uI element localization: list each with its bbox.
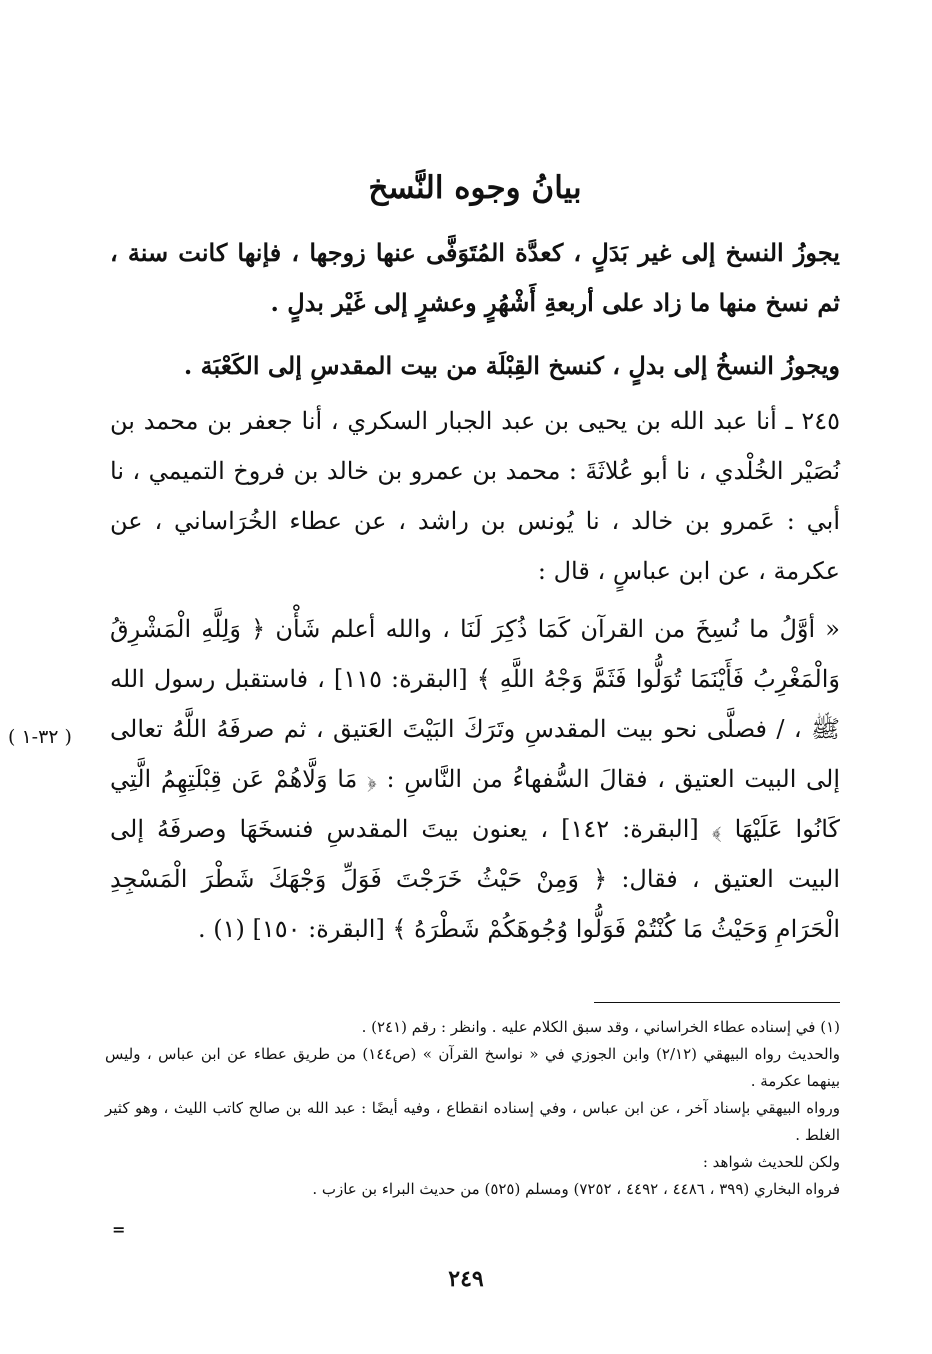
footnote-line: فرواه البخاري (٣٩٩ ، ٤٤٨٦ ، ٤٤٩٢ ، ٧٢٥٢) ومسلم (٥٢٥) من حديث البراء بن عازب . [312, 1180, 840, 1198]
section-heading: بيانُ وجوه النَّسخ [368, 170, 582, 206]
page-number: ٢٤٩ [448, 1266, 484, 1292]
footnote-line: ولكن للحديث شواهد : [702, 1153, 840, 1171]
continuation-mark: = [112, 1220, 126, 1239]
footnotes-block [105, 1014, 840, 1203]
footnote-line: (١) في إسناده عطاء الخراساني ، وقد سبق الكلام عليه . وانظر : رقم (٢٤١) . [361, 1018, 840, 1036]
paragraph-hadith-text: « أوَّلُ ما نُسِخَ من القرآن كَمَا ذُكِرَ لَنَا ، والله أعلم شَأْن ﴿ وَلِلَّهِ الْمَشْرِقُ وَالْمَغْرِبُ فَأَيْنَمَا تُوَلُّوا فَثَمَّ وَجْهُ اللَّهِ ﴾ [البقرة: ١١٥] ، فاستقبل رسول الله ﷺ ، / فصلَّى نحو بيت المقدسِ وتَرَكَ البَيْتَ العَتيق ، ثم صرفَهُ اللَّهُ تعالى إلى البيت العتيق ، فقالَ السُّفهاءُ من النَّاسِ : ﴿ مَا وَلَّاهُمْ عَن قِبْلَتِهِمُ الَّتِي كَانُوا عَلَيْهَا ﴾ [البقرة: ١٤٢] ، يعنون بيتَ المقدسِ فنسخَهَا وصرفَهُ إلى البيت العتيق ، فقال: ﴿ وَمِنْ حَيْثُ خَرَجْتَ فَوَلِّ وَجْهَكَ شَطْرَ الْمَسْجِدِ الْحَرَامِ وَحَيْثُ مَا كُنْتُمْ فَوَلُّوا وُجُوهَكُمْ شَطْرَهُ ﴾ [البقرة: ١٥٠] (١) . [110, 615, 841, 943]
paragraph-hadith-chain: ٢٤٥ ـ أنا عبد الله بن يحيى بن عبد الجبار السكري ، أنا جعفر بن محمد بن نُصَيْر الخُلْدي ، نا أبو عُلاثَةَ : محمد بن عمرو بن خالد بن فروخ التميمي ، نا أبي : عَمرو بن خالد ، نا يُونس بن راشد ، عن عطاء الخُرَاساني ، عن عكرمة ، عن ابن عباسٍ ، قال : [110, 407, 840, 585]
footnote-line: ورواه البيهقي بإسناد آخر ، عن ابن عباس ، وفي إسناده انقطاع ، وفيه أيضًا : عبد الله بن صالح كاتب الليث ، وهو كثير الغلط . [105, 1099, 840, 1144]
footnote-line: والحديث رواه البيهقي (٢/١٢) وابن الجوزي في « نواسخ القرآن » (ص١٤٤) من طريق عطاء عن ابن عباس ، وليس بينهما عكرمة . [105, 1045, 841, 1090]
paragraph-abrogation-without-substitute: يجوزُ النسخ إلى غير بَدَلٍ ، كعدَّة المُتَوَفَّى عنها زوجها ، فإنها كانت سنة ، ثم نسخ منها ما زاد على أربعةِ أَشْهُرٍ وعشرٍ إلى غَيْر بدلٍ . [110, 238, 840, 317]
margin-manuscript-reference: ( ٣٢-١ ) [8, 726, 72, 748]
footnote-separator-line [594, 1002, 840, 1003]
paragraph-abrogation-with-substitute: ويجوزُ النسخُ إلى بدلٍ ، كنسخ القِبْلَة من بيت المقدسِ إلى الكَعْبَة . [183, 351, 840, 380]
